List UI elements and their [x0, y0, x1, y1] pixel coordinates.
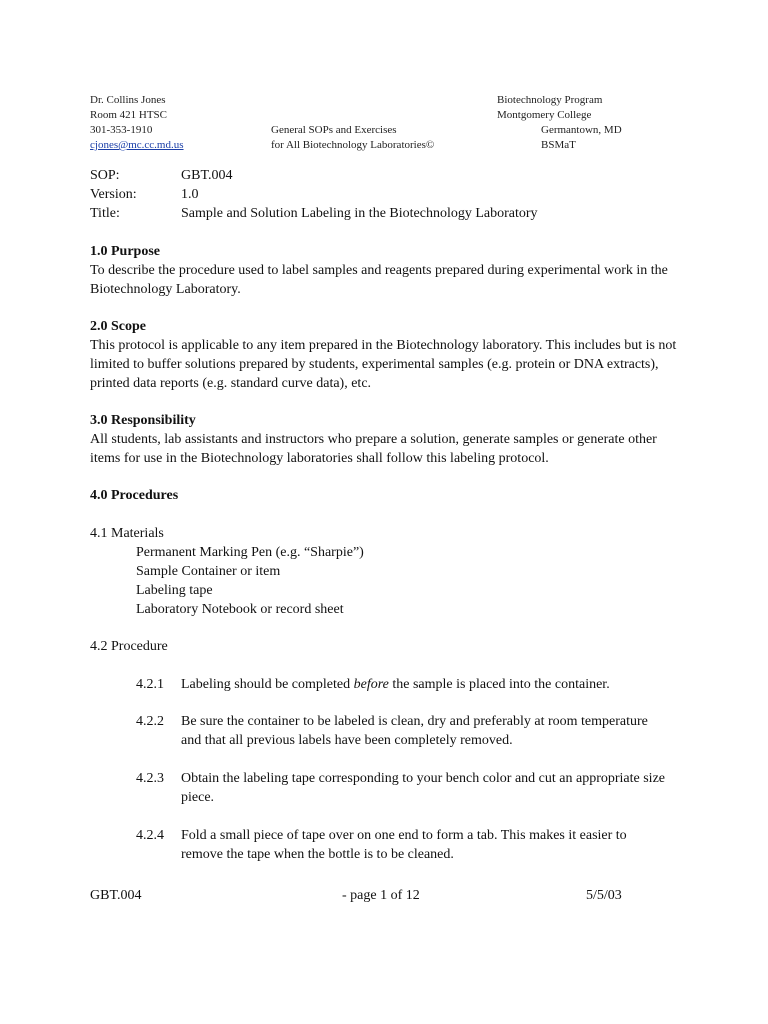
- program-name: Biotechnology Program: [497, 94, 603, 106]
- responsibility-heading: 3.0 Responsibility: [90, 413, 196, 428]
- procedures-heading: 4.0 Procedures: [90, 488, 179, 503]
- materials-list: [136, 543, 364, 619]
- author-email-link[interactable]: cjones@mc.cc.md.us: [90, 139, 184, 151]
- version-label: Version:: [90, 187, 137, 202]
- step-number: 4.2.4: [136, 828, 164, 843]
- header-contact: [90, 93, 184, 153]
- purpose-body: To describe the procedure used to label samples and reagents prepared during experimental work in the Biotechnology Laboratory.: [90, 263, 668, 297]
- responsibility-body: All students, lab assistants and instructors who prepare a solution, generate samples or generate other items for use in the Biotechnology laboratories shall follow this labeling protocol.: [90, 432, 657, 466]
- material-item: Laboratory Notebook or record sheet: [136, 602, 344, 617]
- material-item: Sample Container or item: [136, 564, 281, 579]
- purpose-heading: 1.0 Purpose: [90, 244, 160, 259]
- title-label: Title:: [90, 206, 120, 221]
- footer-doc-id: GBT.004: [90, 888, 142, 903]
- step-text: Obtain the labeling tape corresponding to your bench color and cut an appropriate size piece.: [181, 771, 665, 805]
- step-number: 4.2.3: [136, 771, 164, 786]
- materials-heading: 4.1 Materials: [90, 526, 164, 541]
- step-text: Be sure the container to be labeled is clean, dry and preferably at room temperature and that all previous labels have been completely removed.: [181, 714, 648, 748]
- material-item: Permanent Marking Pen (e.g. “Sharpie”): [136, 545, 364, 560]
- procedure-step: [136, 712, 671, 750]
- procedure-step: [136, 769, 681, 807]
- author-name: Dr. Collins Jones: [90, 94, 166, 106]
- footer-page-number: - page 1 of 12: [342, 888, 420, 903]
- step-number: 4.2.2: [136, 714, 164, 729]
- college-name: Montgomery College: [497, 109, 592, 121]
- procedure-step: [136, 675, 696, 694]
- series-line-1: General SOPs and Exercises: [271, 124, 397, 136]
- sop-value: GBT.004: [181, 168, 233, 183]
- department-name: BSMaT: [541, 139, 576, 151]
- scope-body: This protocol is applicable to any item prepared in the Biotechnology laboratory. This includes but is not limited to buffer solutions prepared by students, experimental samples (e.g. protein or DNA extracts), printed data reports (e.g. standard curve data), etc.: [90, 338, 677, 391]
- header-doc-series: [271, 123, 434, 153]
- college-city: Germantown, MD: [541, 124, 622, 136]
- step-text: Labeling should be completed before the sample is placed into the container.: [181, 677, 610, 692]
- step-emphasis: before: [353, 677, 389, 692]
- step-text: Fold a small piece of tape over on one end to form a tab. This makes it easier to remove the tape when the bottle is to be cleaned.: [181, 828, 627, 862]
- sop-meta: [90, 166, 538, 223]
- version-value: 1.0: [181, 187, 199, 202]
- scope-heading: 2.0 Scope: [90, 319, 146, 334]
- material-item: Labeling tape: [136, 583, 213, 598]
- author-phone: 301-353-1910: [90, 124, 153, 136]
- procedure-heading: 4.2 Procedure: [90, 639, 168, 654]
- step-number: 4.2.1: [136, 677, 164, 692]
- footer-date: 5/5/03: [586, 888, 622, 903]
- author-room: Room 421 HTSC: [90, 109, 168, 121]
- sop-label: SOP:: [90, 168, 120, 183]
- procedure-step: [136, 826, 636, 864]
- title-value: Sample and Solution Labeling in the Biotechnology Laboratory: [181, 206, 538, 221]
- series-line-2: for All Biotechnology Laboratories©: [271, 139, 435, 151]
- header-institution: [497, 93, 622, 153]
